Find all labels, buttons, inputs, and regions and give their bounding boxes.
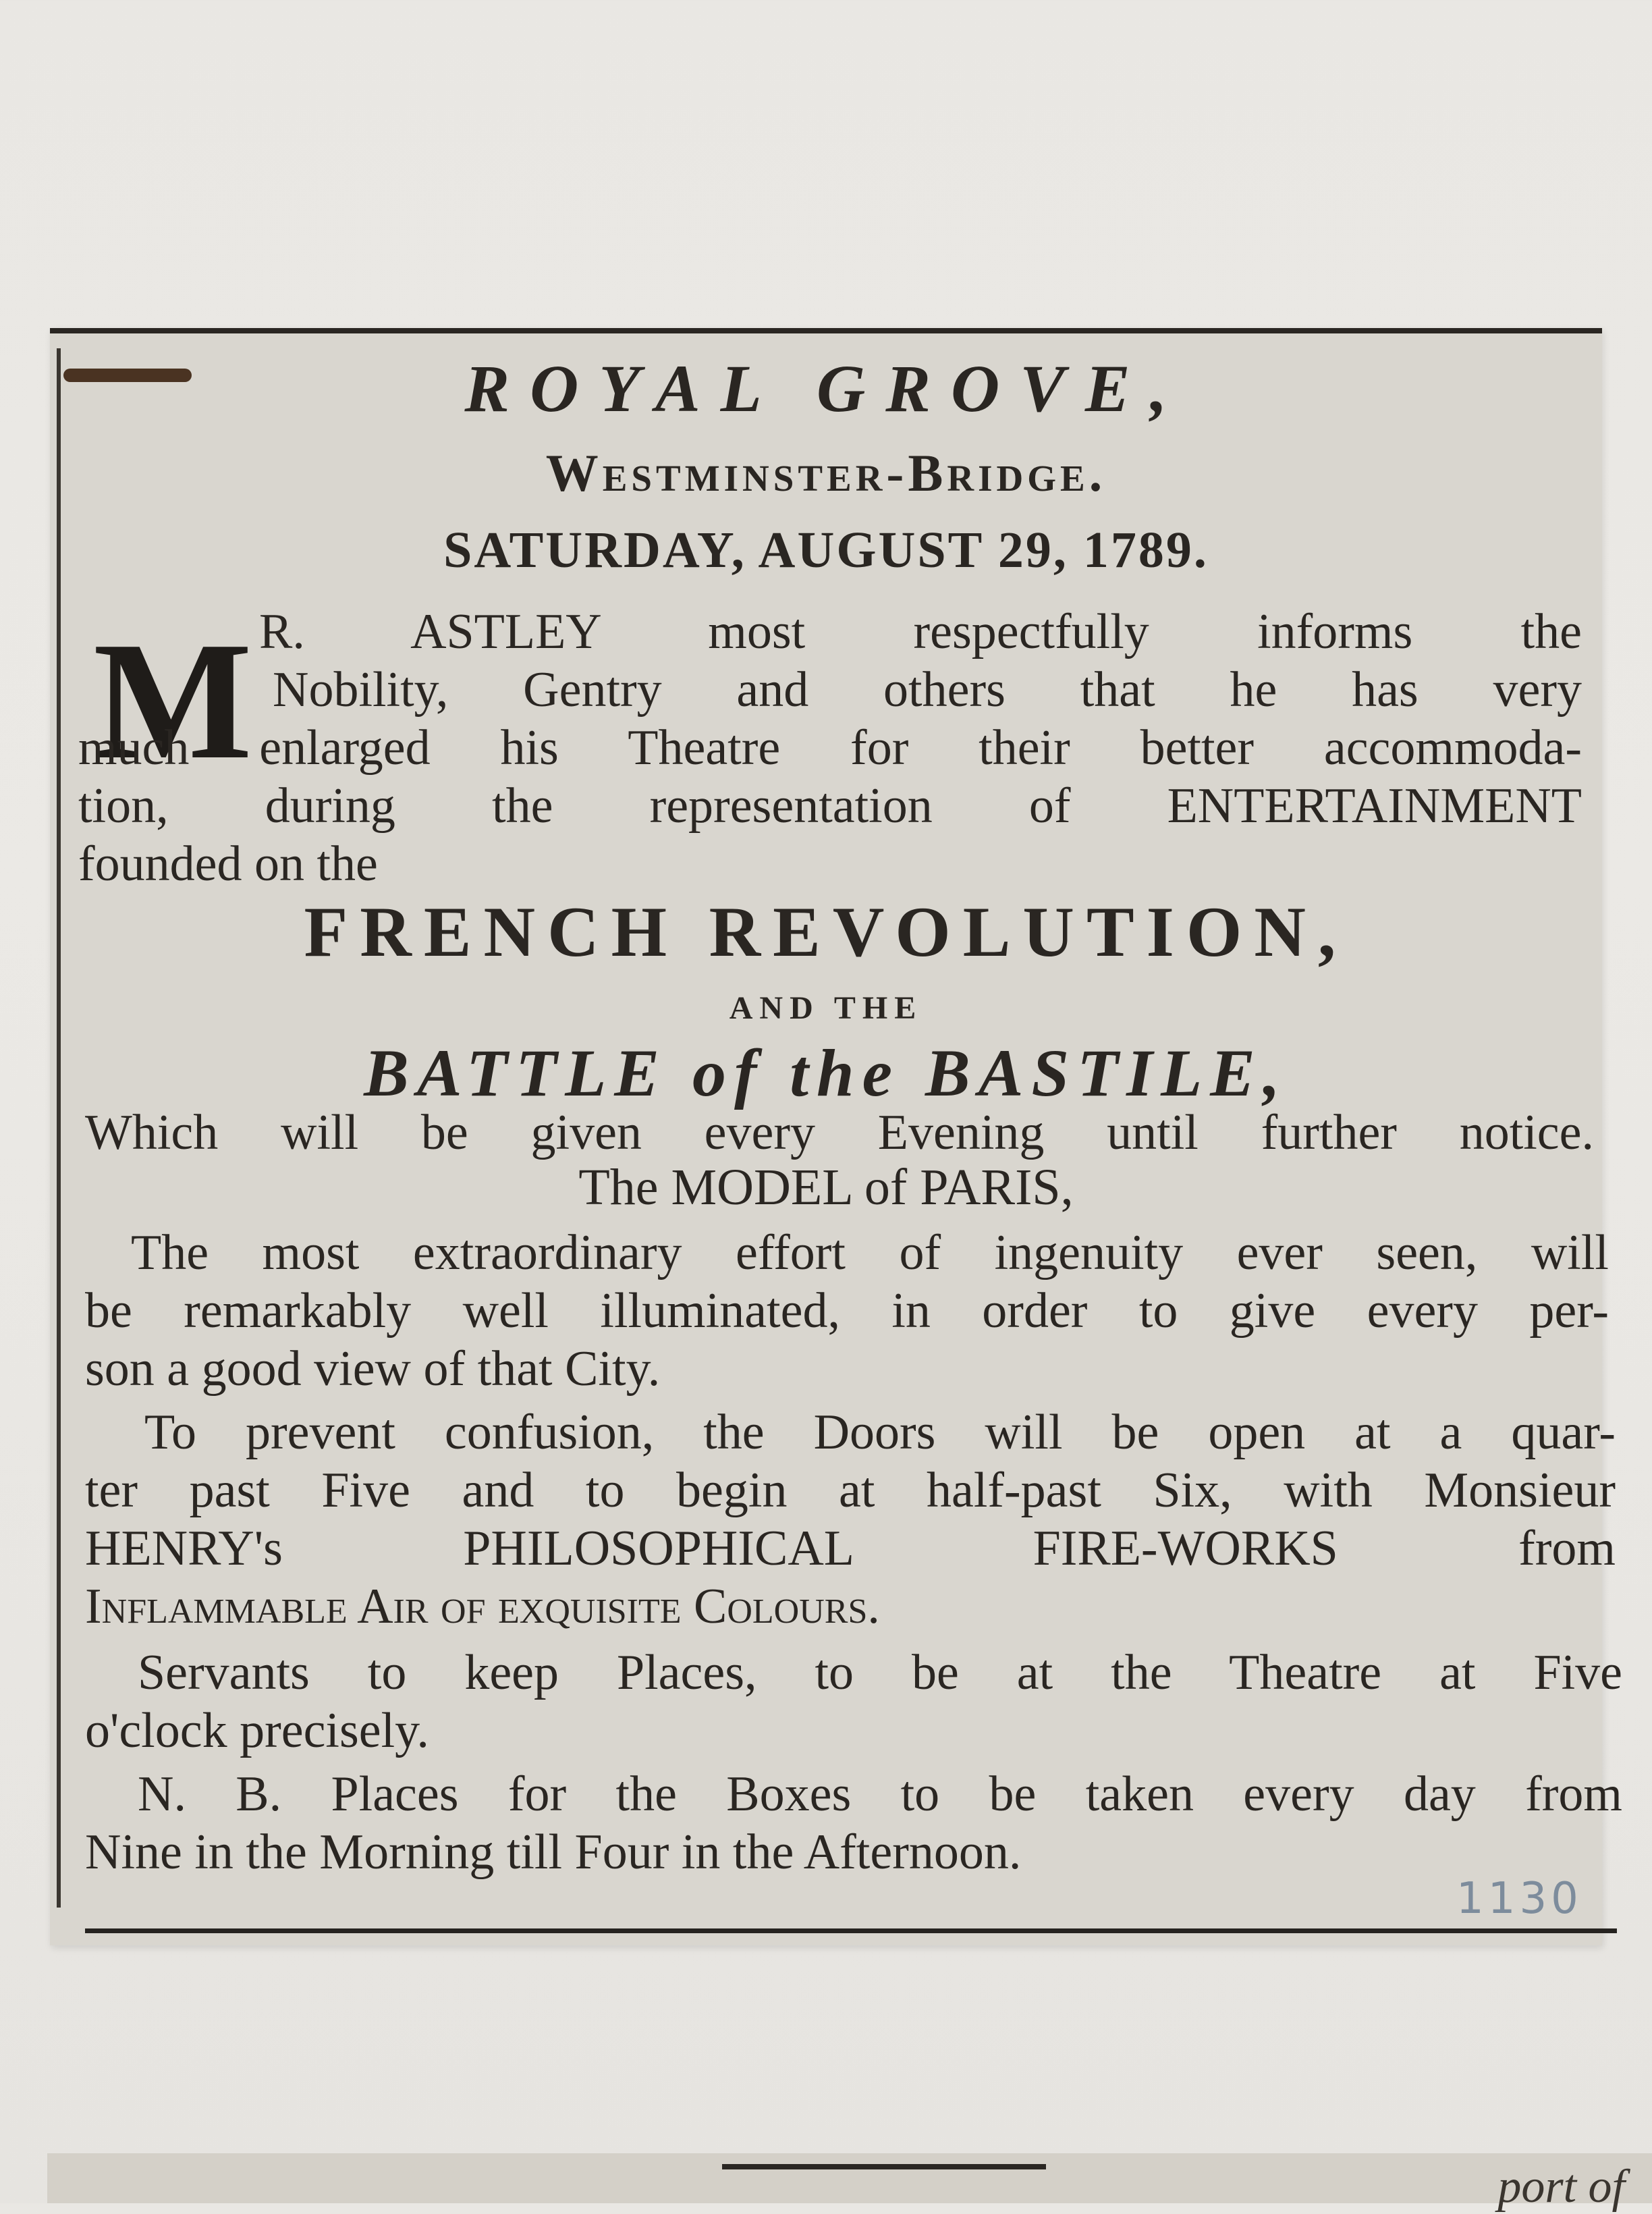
left-rule — [57, 348, 61, 1908]
next-clipping-rule — [722, 2164, 1046, 2169]
notice-location: Westminster-Bridge. — [545, 443, 1107, 502]
schedule-line: Which will be given every Evening until further notice. — [85, 1105, 1594, 1160]
headline: FRENCH REVOLUTION, — [304, 892, 1348, 971]
subheadline: BATTLE of the BASTILE, — [364, 1035, 1288, 1110]
doors-line-4: Inflammable Air of exquisite Colours. — [85, 1579, 880, 1634]
doors-line-3: HENRY's PHILOSOPHICAL FIRE-WORKS from — [85, 1521, 1616, 1576]
bottom-rule — [85, 1928, 1617, 1933]
nb-line-1: N. B. Places for the Boxes to be taken every day from — [138, 1766, 1622, 1822]
doors-line-1: To prevent confusion, the Doors will be open at a quar- — [144, 1405, 1616, 1460]
model-line-3: son a good view of that City. — [85, 1341, 661, 1397]
servants-line-2: o'clock precisely. — [85, 1703, 429, 1758]
servants-line-1: Servants to keep Places, to be at the Theatre at Five — [138, 1645, 1622, 1700]
newspaper-clipping — [50, 328, 1622, 1945]
model-line-2: be remarkably well illuminated, in order to give every per- — [85, 1283, 1609, 1339]
model-line-1: The most extraordinary effort of ingenuity ever seen, will — [131, 1225, 1609, 1280]
catalog-number: 1130 — [1456, 1874, 1582, 1924]
next-clipping-text: port of — [1497, 2161, 1625, 2213]
nb-line-2: Nine in the Morning till Four in the Afternoon. — [85, 1825, 1022, 1880]
top-rule — [50, 328, 1602, 333]
intro-line-3: much enlarged his Theatre for their better accommoda- — [78, 720, 1582, 776]
intro-line-5: founded on the — [78, 836, 378, 892]
intro-line-1: R. ASTLEY most respectfully informs the — [259, 604, 1582, 659]
notice-title: ROYAL GROVE, — [464, 351, 1188, 426]
intro-line-4: tion, during the representation of ENTERTAINMENT — [78, 778, 1582, 834]
conjunction: AND THE — [729, 990, 923, 1026]
intro-line-2: Nobility, Gentry and others that he has very — [273, 662, 1582, 718]
model-title: The MODEL of PARIS, — [578, 1159, 1074, 1216]
next-clipping — [47, 2153, 1652, 2213]
doors-line-2: ter past Five and to begin at half-past Six, with Monsieur — [85, 1463, 1616, 1518]
drop-cap: M — [93, 608, 252, 794]
notice-date: SATURDAY, AUGUST 29, 1789. — [443, 522, 1209, 578]
